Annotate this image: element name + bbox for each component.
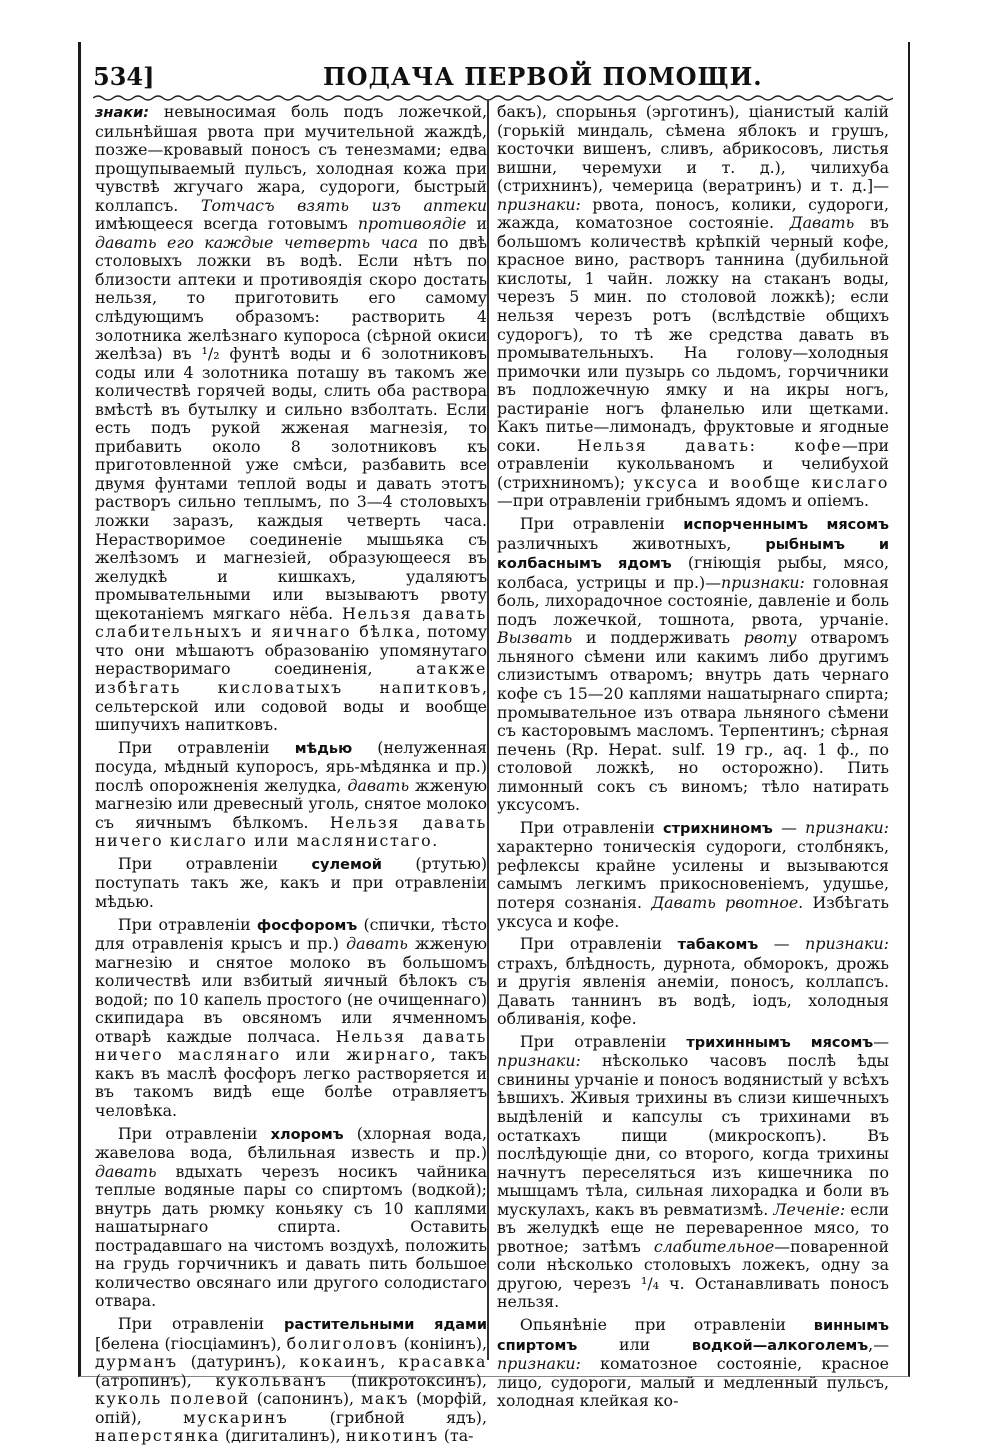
mercury-poisoning-paragraph: При отравленіи сулемой (ртутью) поступать такъ же, какъ и при отравленіи мѣдью. [95, 853, 487, 911]
page-header [93, 62, 893, 92]
mercury-term: сулемой [311, 856, 382, 873]
chlorine-term: хлоромъ [270, 1126, 344, 1143]
vodka-alcohol-term: водкой—алкоголемъ [691, 1337, 869, 1354]
arsenic-signs-paragraph: знаки: невыносимая боль подъ ложечкой, сильнѣйшая рвота при мучительной жаждѣ, позже—кровавый поносъ съ тенезмами; едва прощупываемый пульсъ, холодная кожа при чувствѣ жгучаго жара, судороги, быстрый коллапсъ. Тотчасъ взять изъ аптеки имѣющееся всегда готовымъ противоядіе и давать его каждые четверть часа по двѣ столовыхъ ложки въ водѣ. Если нѣтъ по близости аптеки и противоядія скоро достать нельзя, то приготовить его самому слѣдующимъ образомъ: растворить 4 золотника желѣзнаго купороса (сѣрной окиси желѣза) въ ¹/₂ фунтѣ воды и 6 золотниковъ соды или 4 золотника поташу въ такомъ же количествѣ горячей воды, слить оба раствора вмѣстѣ въ бутылку и сильно взболтать. Если есть подъ рукой жженая магнезія, то прибавить около 8 золотниковъ къ приготовленной уже смѣси, разбавить все двумя фунтами теплой воды и давать этотъ растворъ сильно теплымъ, по 3—4 столовыхъ ложки заразъ, каждыя четверть часа. Нерастворимое соединеніе мышьяка съ желѣзомъ и магнезіей, образующееся въ желудкѣ и кишкахъ, удаляютъ промывательными или вызываютъ рвоту щекотаніемъ мягкаго нёба. Нельзя давать слабительныхъ и яичнаго бѣлка, потому что они мѣшаютъ образованію упомянутаго нерастворимаго соединенія, атакже избѣгать кисловатыхъ напитковъ, сельтерской или содовой воды и вообще шипучихъ напитковъ. [95, 102, 488, 735]
strychnine-paragraph: При отравленіи стрихниномъ — признаки: характерно тоническія судороги, столбнякъ, рефлексы крайне усилены и вызываются самымъ легкимъ прикосновеніемъ, удушье, потеря сознанія. Давать рвотное. Избѣгать уксуса и кофе. [497, 817, 889, 931]
tobacco-term: табакомъ [677, 937, 759, 954]
running-title: ПОДАЧА ПЕРВОЙ ПОМОЩИ. [323, 62, 763, 91]
chlorine-poisoning-paragraph: При отравленіи хлоромъ (хлорная вода, жавелова вода, бѣлильная известь и пр.) давать вдыхать черезъ носикъ чайника теплые водяные пары со спиртомъ (водкой); внутрь дать рюмку коньяку съ 10 каплями нашатырнаго спирта. Оставить пострадавшаго на чистомъ воздухѣ, положить на грудь горчичникъ и давать пить большое количество овсянаго или другого солодистаго отвара. [95, 1123, 487, 1311]
phosphorus-poisoning-paragraph: При отравленіи фосфоромъ (спички, тѣсто для отравленія крысъ и пр.) давать жженую магнезію и снятое молоко въ большомъ количествѣ или взбитый яичный бѣлокъ съ водой; по 10 капель простого (не очищеннаго) скипидара въ овсяномъ или ячменномъ отварѣ каждые полчаса. Нельзя давать ничего маслянаго или жирнаго, такъ какъ въ маслѣ фосфоръ легко растворяется и въ такомъ видѣ еще болѣе отравляетъ человѣка. [95, 914, 488, 1120]
left-column [95, 103, 487, 1446]
phosphorus-term: фосфоромъ [256, 917, 358, 934]
strychnine-term: стрихниномъ [663, 820, 773, 837]
right-column [497, 103, 889, 1411]
header-wavy-rule [93, 94, 893, 102]
spoiled-meat-term: испорченнымъ мясомъ [683, 517, 889, 534]
fish-sausage-poison-term: рыбнымъ и колбаснымъ ядомъ [497, 536, 890, 573]
tobacco-paragraph: При отравленіи табакомъ — признаки: страхъ, блѣдность, дурнота, обморокъ, дрожь и другія явленія анеміи, поносъ, коллапсъ. Давать таннинъ въ водѣ, іодъ, холодныя обливанія, кофе. [497, 934, 889, 1029]
plant-poisons-paragraph: При отравленіи растительными ядами [белена (гіосціаминъ), болиголовъ (конiинъ), дурманъ (датуринъ), кокаинъ, красавка (атропинъ), кукольванъ (пикротоксинъ), куколь полевой (сапонинъ), макъ (морфій, опій), мускаринъ (грибной ядъ), наперстянка (дигиталинъ), никотинъ (та- [95, 1314, 488, 1446]
copper-term: мѣдью [294, 740, 353, 757]
column-divider [487, 100, 489, 1360]
trichinella-meat-term: трихиннымъ мясомъ [686, 1034, 874, 1051]
signs-label: знаки: [95, 105, 150, 121]
plant-poisons-term: растительными ядами [283, 1317, 487, 1333]
spoiled-meat-paragraph: При отравленіи испорченнымъ мясомъ различныхъ животныхъ, рыбнымъ и колбаснымъ ядомъ (гніющія рыбы, мясо, колбаса, устрицы и пр.)—признаки: головная боль, лихорадочное состояніе, давленіе и боль подъ ложечкой, тошнота, рвота, урчаніе. Вызвать и поддерживать рвоту отваромъ льняного сѣмени или какимъ либо другимъ слизистымъ отваромъ; внутрь дать чернаго кофе съ 15—20 каплями нашатырнаго спирта; промывательное изъ отвара льняного сѣмени съ касторовымъ масломъ. Терпентинъ; сѣрная печень (Rp. Hepat. sulf. 19 гр., aq. 1 ф., по столовой ложкѣ, но осторожно). Пить лимонный сокъ съ виномъ; тѣло натирать уксусомъ. [497, 514, 890, 815]
copper-poisoning-paragraph: При отравленіи мѣдью (нелуженная посуда, мѣдный купоросъ, ярь-мѣдянка и пр.) послѣ опорожненія желудка, давать жженую магнезію или древесный уголь, снятое молоко съ яичнымъ бѣлкомъ. Нельзя давать ничего кислаго или маслянистаго. [95, 737, 488, 851]
alcohol-paragraph: Опьянѣніе при отравленіи виннымъ спиртомъ или водкой—алкоголемъ,—признаки: коматозное состояніе, красное лицо, судороги, малый и медленный пульсъ, холодная клейкая ко- [497, 1315, 889, 1411]
plant-poisons-continued-paragraph: бакъ), спорынья (эрготинъ), ціанистый калій (горькій миндаль, сѣмена яблокъ и грушъ, косточки вишенъ, сливъ, абрикосовъ, листья вишни, черемухи и т. д.), чилихуба (стрихнинъ), чемерица (вератринъ) и т. д.]—признаки: рвота, поносъ, колики, судороги, жажда, коматозное состояніе. Давать въ большомъ количествѣ крѣпкій черный кофе, красное вино, растворъ таннина (дубильной кислоты, 1 чайн. ложку на стаканъ воды, черезъ 5 мин. по столовой ложкѣ); если нельзя черезъ ротъ (вслѣдствіе общихъ судорогъ), то тѣ же средства давать въ промывательныхъ. На голову—холодныя примочки или пузырь со льдомъ, горчичники въ подложечную ямку и на икры ногъ, растираніе ногъ фланелью или щетками. Какъ питье—лимонадъ, фруктовые и ягодные соки. Нельзя давать: кофе—при отравленіи кукольваномъ и челибухой (стрихниномъ); уксуса и вообще кислаго—при отравленіи грибнымъ ядомъ и опіемъ. [497, 102, 889, 511]
page-number: 534] [93, 62, 155, 91]
wine-spirit-term: виннымъ спиртомъ [497, 1318, 889, 1354]
trichinella-paragraph: При отравленіи трихиннымъ мясомъ—признаки: нѣсколько часовъ послѣ ѣды свинины урчаніе и поносъ водянистый у всѣхъ ѣвшихъ. Живыя трихины въ слизи кишечныхъ выдѣленій и капсулы съ трихинами въ остаткахъ пищи (микроскопъ). Въ послѣдующіе дни, со второго, когда трихины начнутъ переселяться изъ кишечника по мышцамъ тѣла, сильная лихорадка и боли въ мускулахъ, какъ въ ревматизмѣ. Леченіе: если въ желудкѣ еще не переваренное мясо, то рвотное; затѣмъ слабительное—поваренной соли нѣсколько столовыхъ ложекъ, одну за другою, черезъ ¹/₄ ч. Останавливать поносъ нельзя. [497, 1031, 889, 1312]
